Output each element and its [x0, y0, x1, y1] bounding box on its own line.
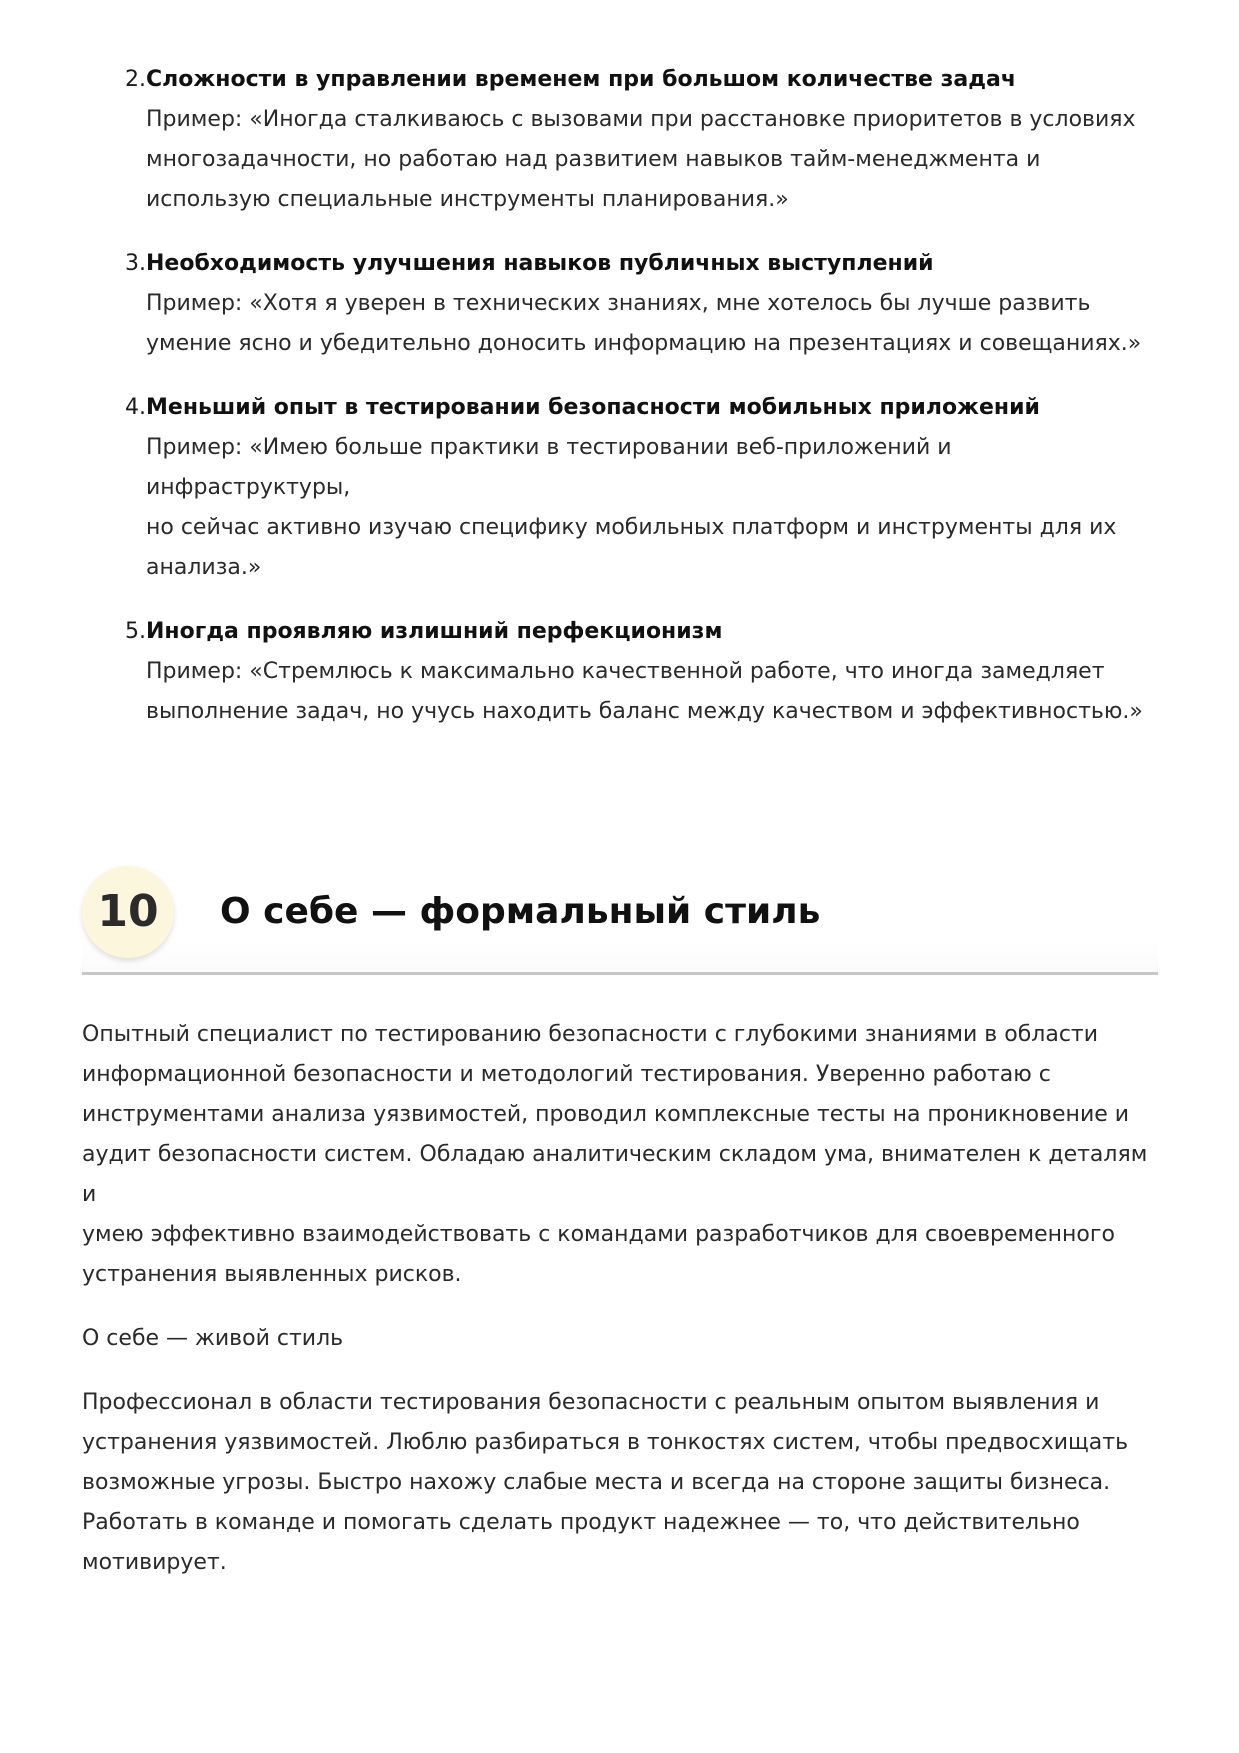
list-item-example-line: использую специальные инструменты планирования.» [146, 187, 789, 212]
paragraph-line: возможные угрозы. Быстро нахожу слабые места и всегда на стороне защиты бизнеса. [82, 1470, 1111, 1495]
paragraph-line: аудит безопасности систем. Обладаю аналитическим складом ума, внимателен к деталям и [82, 1142, 1148, 1207]
list-item-title: Иногда проявляю излишний перфекционизм [146, 619, 723, 644]
list-item-example-line: Пример: «Имею больше практики в тестировании веб-приложений и инфраструктуры, [146, 435, 952, 500]
paragraph-line: мотивирует. [82, 1550, 227, 1575]
subheading: О себе — живой стиль [82, 1326, 344, 1351]
paragraph-line: информационной безопасности и методологий тестирования. Уверенно работаю с [82, 1062, 1051, 1087]
list-item-example-line: Пример: «Иногда сталкиваюсь с вызовами при расстановке приоритетов в условиях [146, 107, 1136, 132]
list-item-example-line: выполнение задач, но учусь находить баланс между качеством и эффективностью.» [146, 699, 1143, 724]
weaknesses-list [0, 60, 1239, 756]
list-item-title: Сложности в управлении временем при большом количестве задач [146, 67, 1016, 92]
paragraph-line: устранения выявленных рисков. [82, 1262, 462, 1287]
list-item-example-line: многозадачности, но работаю над развитием навыков тайм-менеджмента и [146, 147, 1041, 172]
list-item-number: 4. [125, 395, 146, 420]
list-item [0, 388, 1239, 588]
section-content [82, 1015, 1158, 1607]
list-item [0, 612, 1239, 732]
list-item-title: Меньший опыт в тестировании безопасности мобильных приложений [146, 395, 1040, 420]
paragraph-line: Работать в команде и помогать сделать продукт надежнее — то, что действительно [82, 1510, 1080, 1535]
list-item [0, 244, 1239, 364]
list-item-example-line: анализа.» [146, 555, 262, 580]
list-item-number: 3. [125, 251, 146, 276]
casual-paragraph [82, 1383, 1158, 1583]
formal-paragraph [82, 1015, 1158, 1295]
section-number-badge: 10 [82, 866, 174, 958]
section-title: О себе — формальный стиль [220, 891, 821, 932]
paragraph-line: Профессионал в области тестирования безопасности с реальным опытом выявления и [82, 1390, 1100, 1415]
list-item-number: 2. [125, 67, 146, 92]
list-item-number: 5. [125, 619, 146, 644]
list-item-example-line: Пример: «Хотя я уверен в технических знаниях, мне хотелось бы лучше развить [146, 291, 1091, 316]
list-item-title: Необходимость улучшения навыков публичных выступлений [146, 251, 934, 276]
list-item-example-line: но сейчас активно изучаю специфику мобильных платформ и инструменты для их [146, 515, 1117, 540]
list-item-example-line: Пример: «Стремлюсь к максимально качественной работе, что иногда замедляет [146, 659, 1105, 684]
paragraph-line: устранения уязвимостей. Люблю разбираться в тонкостях систем, чтобы предвосхищать [82, 1430, 1129, 1455]
list-item-example-line: умение ясно и убедительно доносить информацию на презентациях и совещаниях.» [146, 331, 1142, 356]
section-header [82, 866, 1158, 975]
paragraph-line: инструментами анализа уязвимостей, проводил комплексные тесты на проникновение и [82, 1102, 1130, 1127]
paragraph-line: умею эффективно взаимодействовать с командами разработчиков для своевременного [82, 1222, 1115, 1247]
list-item [0, 60, 1239, 220]
paragraph-line: Опытный специалист по тестированию безопасности с глубокими знаниями в области [82, 1022, 1099, 1047]
